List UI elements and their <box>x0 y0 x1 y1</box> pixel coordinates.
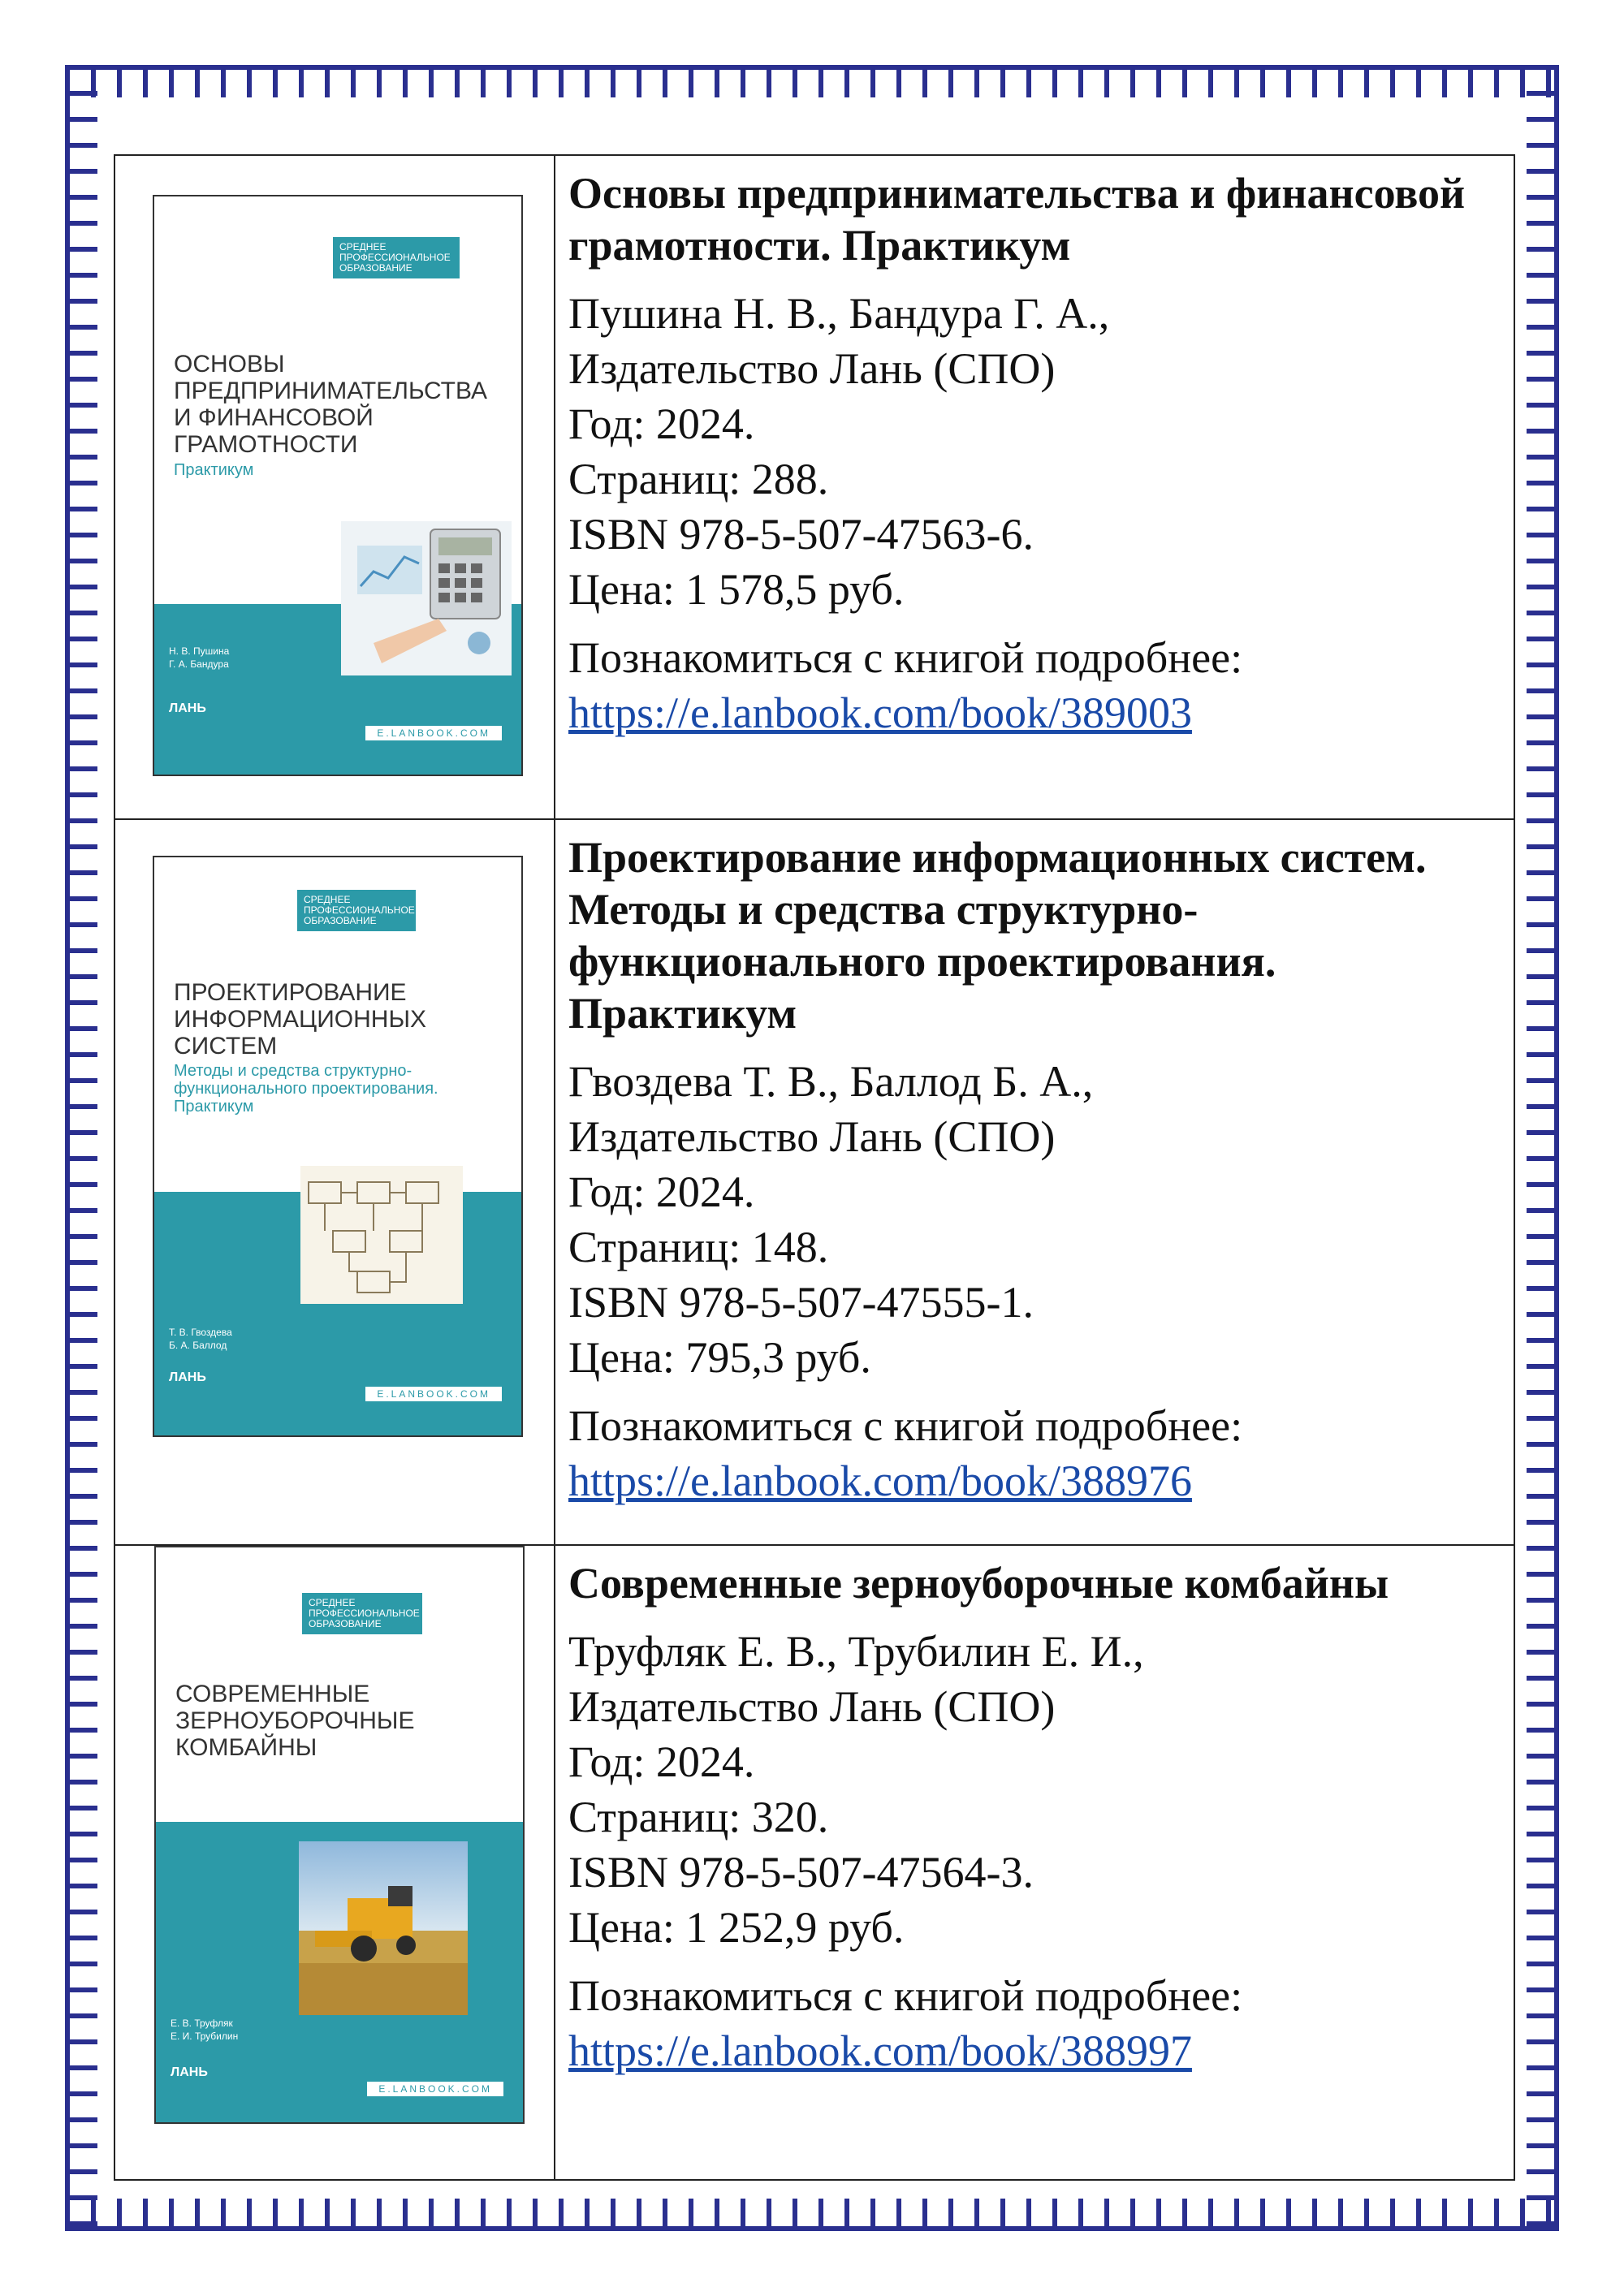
book-info-cell <box>555 819 1514 1545</box>
publisher-logo: ЛАНЬ <box>169 1370 206 1384</box>
page-border-top <box>65 65 1559 97</box>
book-more-info <box>568 630 1499 740</box>
book-isbn: ISBN 978-5-507-47563-6. <box>568 510 1034 559</box>
calculator-photo-illustration <box>341 521 512 675</box>
cover-site-label: E.LANBOOK.COM <box>367 2082 503 2096</box>
book-link[interactable]: https://e.lanbook.com/book/389003 <box>568 688 1192 737</box>
more-info-label: Познакомиться с книгой подробнее: <box>568 1971 1243 2020</box>
cover-authors: Е. В. Труфляк Е. И. Трубилин <box>171 2018 239 2042</box>
book-title: Современные зерноуборочные комбайны <box>568 1559 1389 1608</box>
publisher-logo: ЛАНЬ <box>169 701 206 715</box>
cover-subtitle: Методы и средства структурно-функционального проектирования. Практикум <box>174 1062 438 1116</box>
cover-series-label: СРЕДНЕЕ ПРОФЕССИОНАЛЬНОЕ ОБРАЗОВАНИЕ <box>297 890 416 931</box>
book-pages: Страниц: 148. <box>568 1223 829 1271</box>
book-link[interactable]: https://e.lanbook.com/book/388997 <box>568 2026 1192 2075</box>
cover-site-label: E.LANBOOK.COM <box>365 726 502 740</box>
book-row <box>114 1545 1514 2180</box>
book-meta <box>568 1054 1499 1385</box>
book-authors: Труфляк Е. В., Трубилин Е. И., <box>568 1627 1144 1676</box>
book-info-cell <box>555 1545 1514 2180</box>
book-pages: Страниц: 288. <box>568 455 829 503</box>
more-info-label: Познакомиться с книгой подробнее: <box>568 633 1243 682</box>
book-year: Год: 2024. <box>568 1737 755 1786</box>
book-more-info <box>568 1968 1499 2078</box>
book-year: Год: 2024. <box>568 399 755 448</box>
cover-subtitle: Практикум <box>174 461 254 479</box>
book-row <box>114 155 1514 819</box>
diagram-illustration <box>300 1166 463 1304</box>
cover-series-label: СРЕДНЕЕ ПРОФЕССИОНАЛЬНОЕ ОБРАЗОВАНИЕ <box>333 237 460 278</box>
book-cover-image <box>153 856 523 1437</box>
cover-site-label: E.LANBOOK.COM <box>365 1387 502 1401</box>
publisher-logo: ЛАНЬ <box>171 2065 208 2079</box>
book-cover-image <box>154 1546 525 2124</box>
page-border-right <box>1527 65 1559 2231</box>
page-border-left <box>65 65 97 2231</box>
book-price: Цена: 1 578,5 руб. <box>568 565 905 614</box>
book-info-cell <box>555 155 1514 819</box>
book-title: Проектирование информационных систем. Методы и средства структурно-функционального проектирования. Практикум <box>568 833 1427 1038</box>
book-link[interactable]: https://e.lanbook.com/book/388976 <box>568 1457 1192 1505</box>
cover-authors: Т. В. Гвоздева Б. А. Баллод <box>169 1327 232 1351</box>
book-catalog-table <box>114 154 1515 2181</box>
book-price: Цена: 795,3 руб. <box>568 1333 871 1382</box>
book-cover-image <box>153 195 523 776</box>
book-pages: Страниц: 320. <box>568 1793 829 1841</box>
cover-authors: Н. В. Пушина Г. А. Бандура <box>169 645 230 670</box>
book-meta <box>568 286 1499 617</box>
combine-harvester-photo <box>299 1841 468 2015</box>
book-isbn: ISBN 978-5-507-47555-1. <box>568 1278 1034 1327</box>
page-border-bottom <box>65 2199 1559 2231</box>
cover-title: ОСНОВЫ ПРЕДПРИНИМАТЕЛЬСТВА И ФИНАНСОВОЙ ГРАМОТНОСТИ <box>174 351 487 458</box>
book-cover-cell <box>114 1545 555 2180</box>
book-more-info <box>568 1398 1499 1508</box>
book-cover-cell <box>114 155 555 819</box>
cover-title: ПРОЕКТИРОВАНИЕ ИНФОРМАЦИОННЫХ СИСТЕМ <box>174 979 427 1060</box>
book-isbn: ISBN 978-5-507-47564-3. <box>568 1848 1034 1897</box>
book-year: Год: 2024. <box>568 1167 755 1216</box>
book-publisher: Издательство Лань (СПО) <box>568 344 1056 393</box>
book-row <box>114 819 1514 1545</box>
cover-series-label: СРЕДНЕЕ ПРОФЕССИОНАЛЬНОЕ ОБРАЗОВАНИЕ <box>302 1593 422 1634</box>
more-info-label: Познакомиться с книгой подробнее: <box>568 1401 1243 1450</box>
book-authors: Пушина Н. В., Бандура Г. А., <box>568 289 1110 338</box>
book-price: Цена: 1 252,9 руб. <box>568 1903 905 1952</box>
book-meta <box>568 1624 1499 1955</box>
cover-title: СОВРЕМЕННЫЕ ЗЕРНОУБОРОЧНЫЕ КОМБАЙНЫ <box>175 1681 415 1761</box>
book-title: Основы предпринимательства и финансовой грамотности. Практикум <box>568 169 1466 270</box>
book-cover-cell <box>114 819 555 1545</box>
book-publisher: Издательство Лань (СПО) <box>568 1682 1056 1731</box>
book-publisher: Издательство Лань (СПО) <box>568 1112 1056 1161</box>
book-authors: Гвоздева Т. В., Баллод Б. А., <box>568 1057 1094 1106</box>
